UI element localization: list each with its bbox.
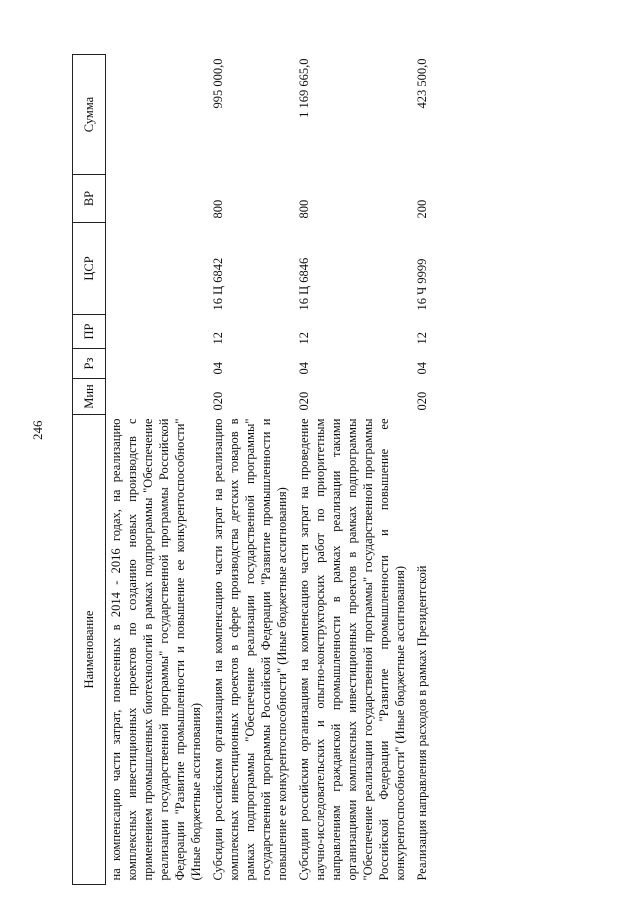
row-pr: 12 [211,332,225,345]
row-vr: 200 [415,199,429,219]
row-rz: 04 [415,362,429,375]
row-pr: 12 [297,332,311,345]
table-row [412,55,434,885]
row-vr [106,175,209,223]
row-csr: 16 Ц 6842 [211,257,225,311]
row-pr: 12 [415,332,429,345]
row-min: 020 [415,391,429,411]
row-min: 020 [297,391,311,411]
row-rz [106,349,209,379]
row-rz: 04 [297,362,311,375]
header-vr: ВР [73,175,106,223]
row-name: на компенсацию части затрат, понесенных в 2014 - 2016 годах, на реализацию комплексных инвестиционных проектов по созданию новых производств с применением промышленных биотехнологий в рамках подпрограммы "Обеспечение реализации государственной программы" государственной программы Российской Федерации "Развитие промышленности и повышение ее конкурентоспособности" (Иные бюджетные ассигнования) [109,418,203,881]
row-vr: 800 [211,199,225,219]
page-number: 246 [30,420,45,440]
row-sum: 423 500,0 [415,58,429,109]
table-row [208,55,294,885]
row-name: Субсидии российским организациям на компенсацию части затрат на реализацию комплексных инвестиционных проектов в сфере производства детских товаров в рамках подпрограммы "Обеспечение реализации государственной программы" государственной программы Российской Федерации "Развитие промышленности и повышение ее конкурентоспособности" (Иные бюджетные ассигнования) [211,418,289,881]
budget-table [72,54,434,885]
row-sum: 995 000,0 [211,58,225,109]
row-min: 020 [211,391,225,411]
header-min: Мин [73,379,106,415]
row-pr [106,315,209,349]
header-rz: Рз [73,349,106,379]
header-pr: ПР [73,315,106,349]
rotated-page-content [72,55,592,885]
row-sum [106,55,209,175]
table-row [294,55,412,885]
row-csr: 16 Ц 6846 [297,257,311,311]
row-name: Субсидии российским организациям на компенсацию части затрат на проведение научно-исследовательских и опытно-конструкторских работ по приоритетным направлениям гражданской промышленности в рамках реализации такими организациями комплексных инвестиционных проектов в рамках подпрограммы "Обеспечение реализации государственной программы" государственной программы Российской Федерации "Развитие промышленности и повышение ее конкурентоспособности" (Иные бюджетные ассигнования) [297,418,407,881]
row-sum: 1 169 665,0 [297,58,311,118]
header-sum: Сумма [73,55,106,175]
row-min [106,379,209,415]
row-name: Реализация направления расходов в рамках Президентской [415,565,429,881]
row-vr: 800 [297,199,311,219]
row-csr [106,223,209,315]
table-row [106,55,209,885]
row-csr: 16 Ч 9999 [415,258,429,311]
header-csr: ЦСР [73,223,106,315]
header-name: Наименование [73,415,106,885]
table-header-row [73,55,106,885]
row-rz: 04 [211,362,225,375]
